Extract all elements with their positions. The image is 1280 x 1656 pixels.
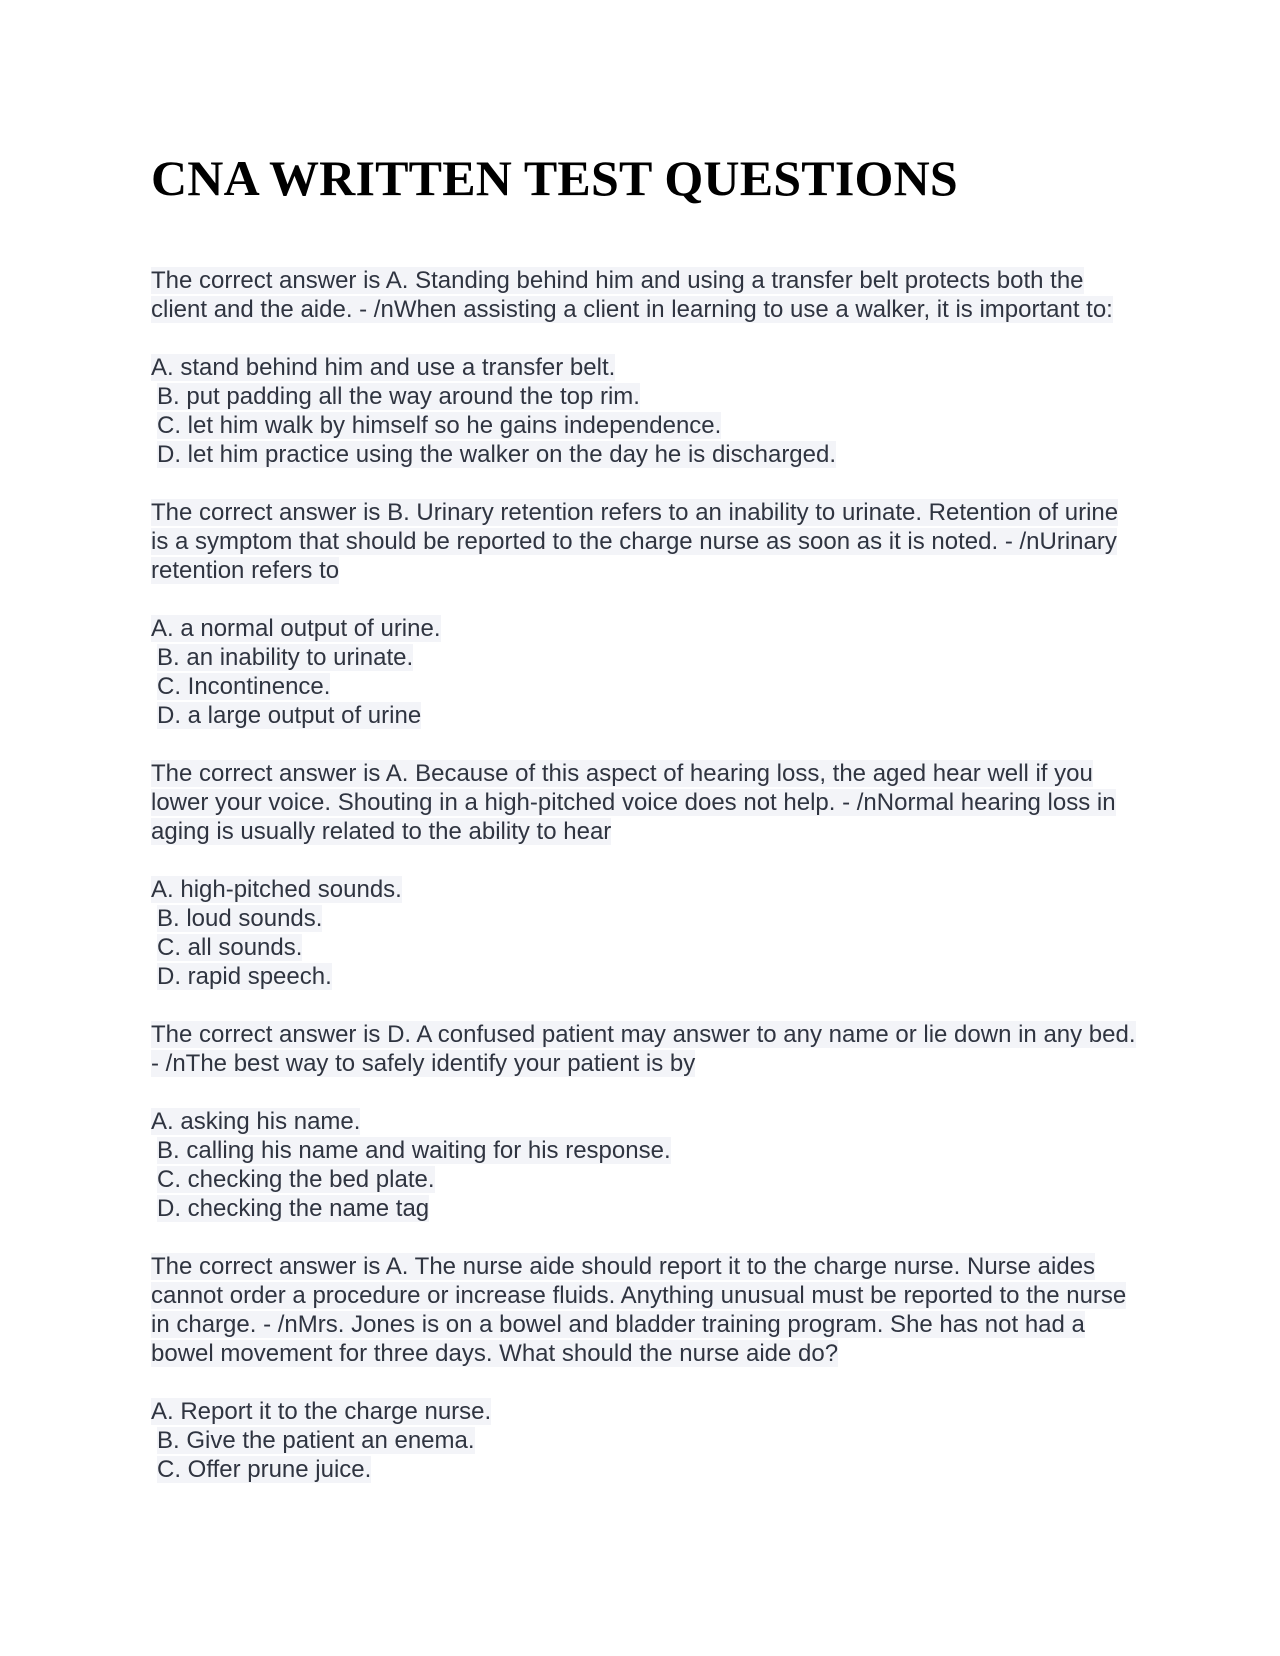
question-block-3 bbox=[151, 759, 1136, 991]
answer-choice bbox=[151, 643, 1136, 672]
question-explanation bbox=[151, 498, 1136, 585]
choice-text: D. a large output of urine bbox=[157, 702, 422, 729]
answer-choice bbox=[151, 933, 1136, 962]
answer-choice bbox=[151, 1107, 1136, 1136]
choice-text: A. Report it to the charge nurse. bbox=[151, 1398, 492, 1425]
explanation-text: The correct answer is A. Because of this aspect of hearing loss, the aged hear well if you lower your voice. Shouting in a high-pitched voice does not help. - /nNormal hearing loss in aging is usually related to the ability to hear bbox=[151, 760, 1116, 845]
answer-choices bbox=[151, 353, 1136, 469]
answer-choices bbox=[151, 1397, 1136, 1484]
answer-choice bbox=[151, 962, 1136, 991]
answer-choices bbox=[151, 1107, 1136, 1223]
choice-text: C. all sounds. bbox=[157, 934, 303, 961]
question-block-2 bbox=[151, 498, 1136, 730]
question-block-4 bbox=[151, 1020, 1136, 1223]
answer-choices bbox=[151, 614, 1136, 730]
document-page bbox=[151, 150, 1136, 1513]
answer-choice bbox=[151, 701, 1136, 730]
choice-text: B. an inability to urinate. bbox=[157, 644, 414, 671]
choice-text: B. calling his name and waiting for his response. bbox=[157, 1137, 671, 1164]
question-explanation bbox=[151, 1020, 1136, 1078]
answer-choice bbox=[151, 1455, 1136, 1484]
choice-text: D. let him practice using the walker on the day he is discharged. bbox=[157, 441, 837, 468]
question-block-1 bbox=[151, 266, 1136, 469]
answer-choice bbox=[151, 353, 1136, 382]
choice-text: D. rapid speech. bbox=[157, 963, 332, 990]
explanation-text: The correct answer is B. Urinary retention refers to an inability to urinate. Retention of urine is a symptom that should be reported to the charge nurse as soon as it is noted. - /nUrinary retention refers to bbox=[151, 499, 1119, 584]
explanation-text: The correct answer is A. Standing behind him and using a transfer belt protects both the client and the aide. - /nWhen assisting a client in learning to use a walker, it is important to: bbox=[151, 267, 1113, 323]
question-explanation bbox=[151, 266, 1136, 324]
question-block-5 bbox=[151, 1252, 1136, 1484]
answer-choice bbox=[151, 904, 1136, 933]
explanation-text: The correct answer is D. A confused patient may answer to any name or lie down in any bed. - /nThe best way to safely identify your patient is by bbox=[151, 1021, 1136, 1077]
answer-choice bbox=[151, 440, 1136, 469]
answer-choice bbox=[151, 382, 1136, 411]
answer-choices bbox=[151, 875, 1136, 991]
answer-choice bbox=[151, 672, 1136, 701]
answer-choice bbox=[151, 614, 1136, 643]
choice-text: A. asking his name. bbox=[151, 1108, 361, 1135]
answer-choice bbox=[151, 411, 1136, 440]
choice-text: C. checking the bed plate. bbox=[157, 1166, 435, 1193]
choice-text: C. Offer prune juice. bbox=[157, 1456, 372, 1483]
document-title: CNA WRITTEN TEST QUESTIONS bbox=[151, 150, 958, 206]
choice-text: B. Give the patient an enema. bbox=[157, 1427, 475, 1454]
choice-text: A. stand behind him and use a transfer belt. bbox=[151, 354, 616, 381]
answer-choice bbox=[151, 1426, 1136, 1455]
choice-text: C. Incontinence. bbox=[157, 673, 331, 700]
question-explanation bbox=[151, 759, 1136, 846]
answer-choice bbox=[151, 875, 1136, 904]
choice-text: B. loud sounds. bbox=[157, 905, 323, 932]
answer-choice bbox=[151, 1397, 1136, 1426]
answer-choice bbox=[151, 1194, 1136, 1223]
answer-choice bbox=[151, 1136, 1136, 1165]
choice-text: D. checking the name tag bbox=[157, 1195, 430, 1222]
choice-text: B. put padding all the way around the top rim. bbox=[157, 383, 640, 410]
explanation-text: The correct answer is A. The nurse aide should report it to the charge nurse. Nurse aides cannot order a procedure or increase fluids. Anything unusual must be reported to the nurse in charge. - /nMrs. Jones is on a bowel and bladder training program. She has not had a bowel movement for three days. What should the nurse aide do? bbox=[151, 1253, 1127, 1367]
answer-choice bbox=[151, 1165, 1136, 1194]
question-explanation bbox=[151, 1252, 1136, 1368]
choice-text: A. high-pitched sounds. bbox=[151, 876, 402, 903]
choice-text: A. a normal output of urine. bbox=[151, 615, 441, 642]
choice-text: C. let him walk by himself so he gains independence. bbox=[157, 412, 722, 439]
